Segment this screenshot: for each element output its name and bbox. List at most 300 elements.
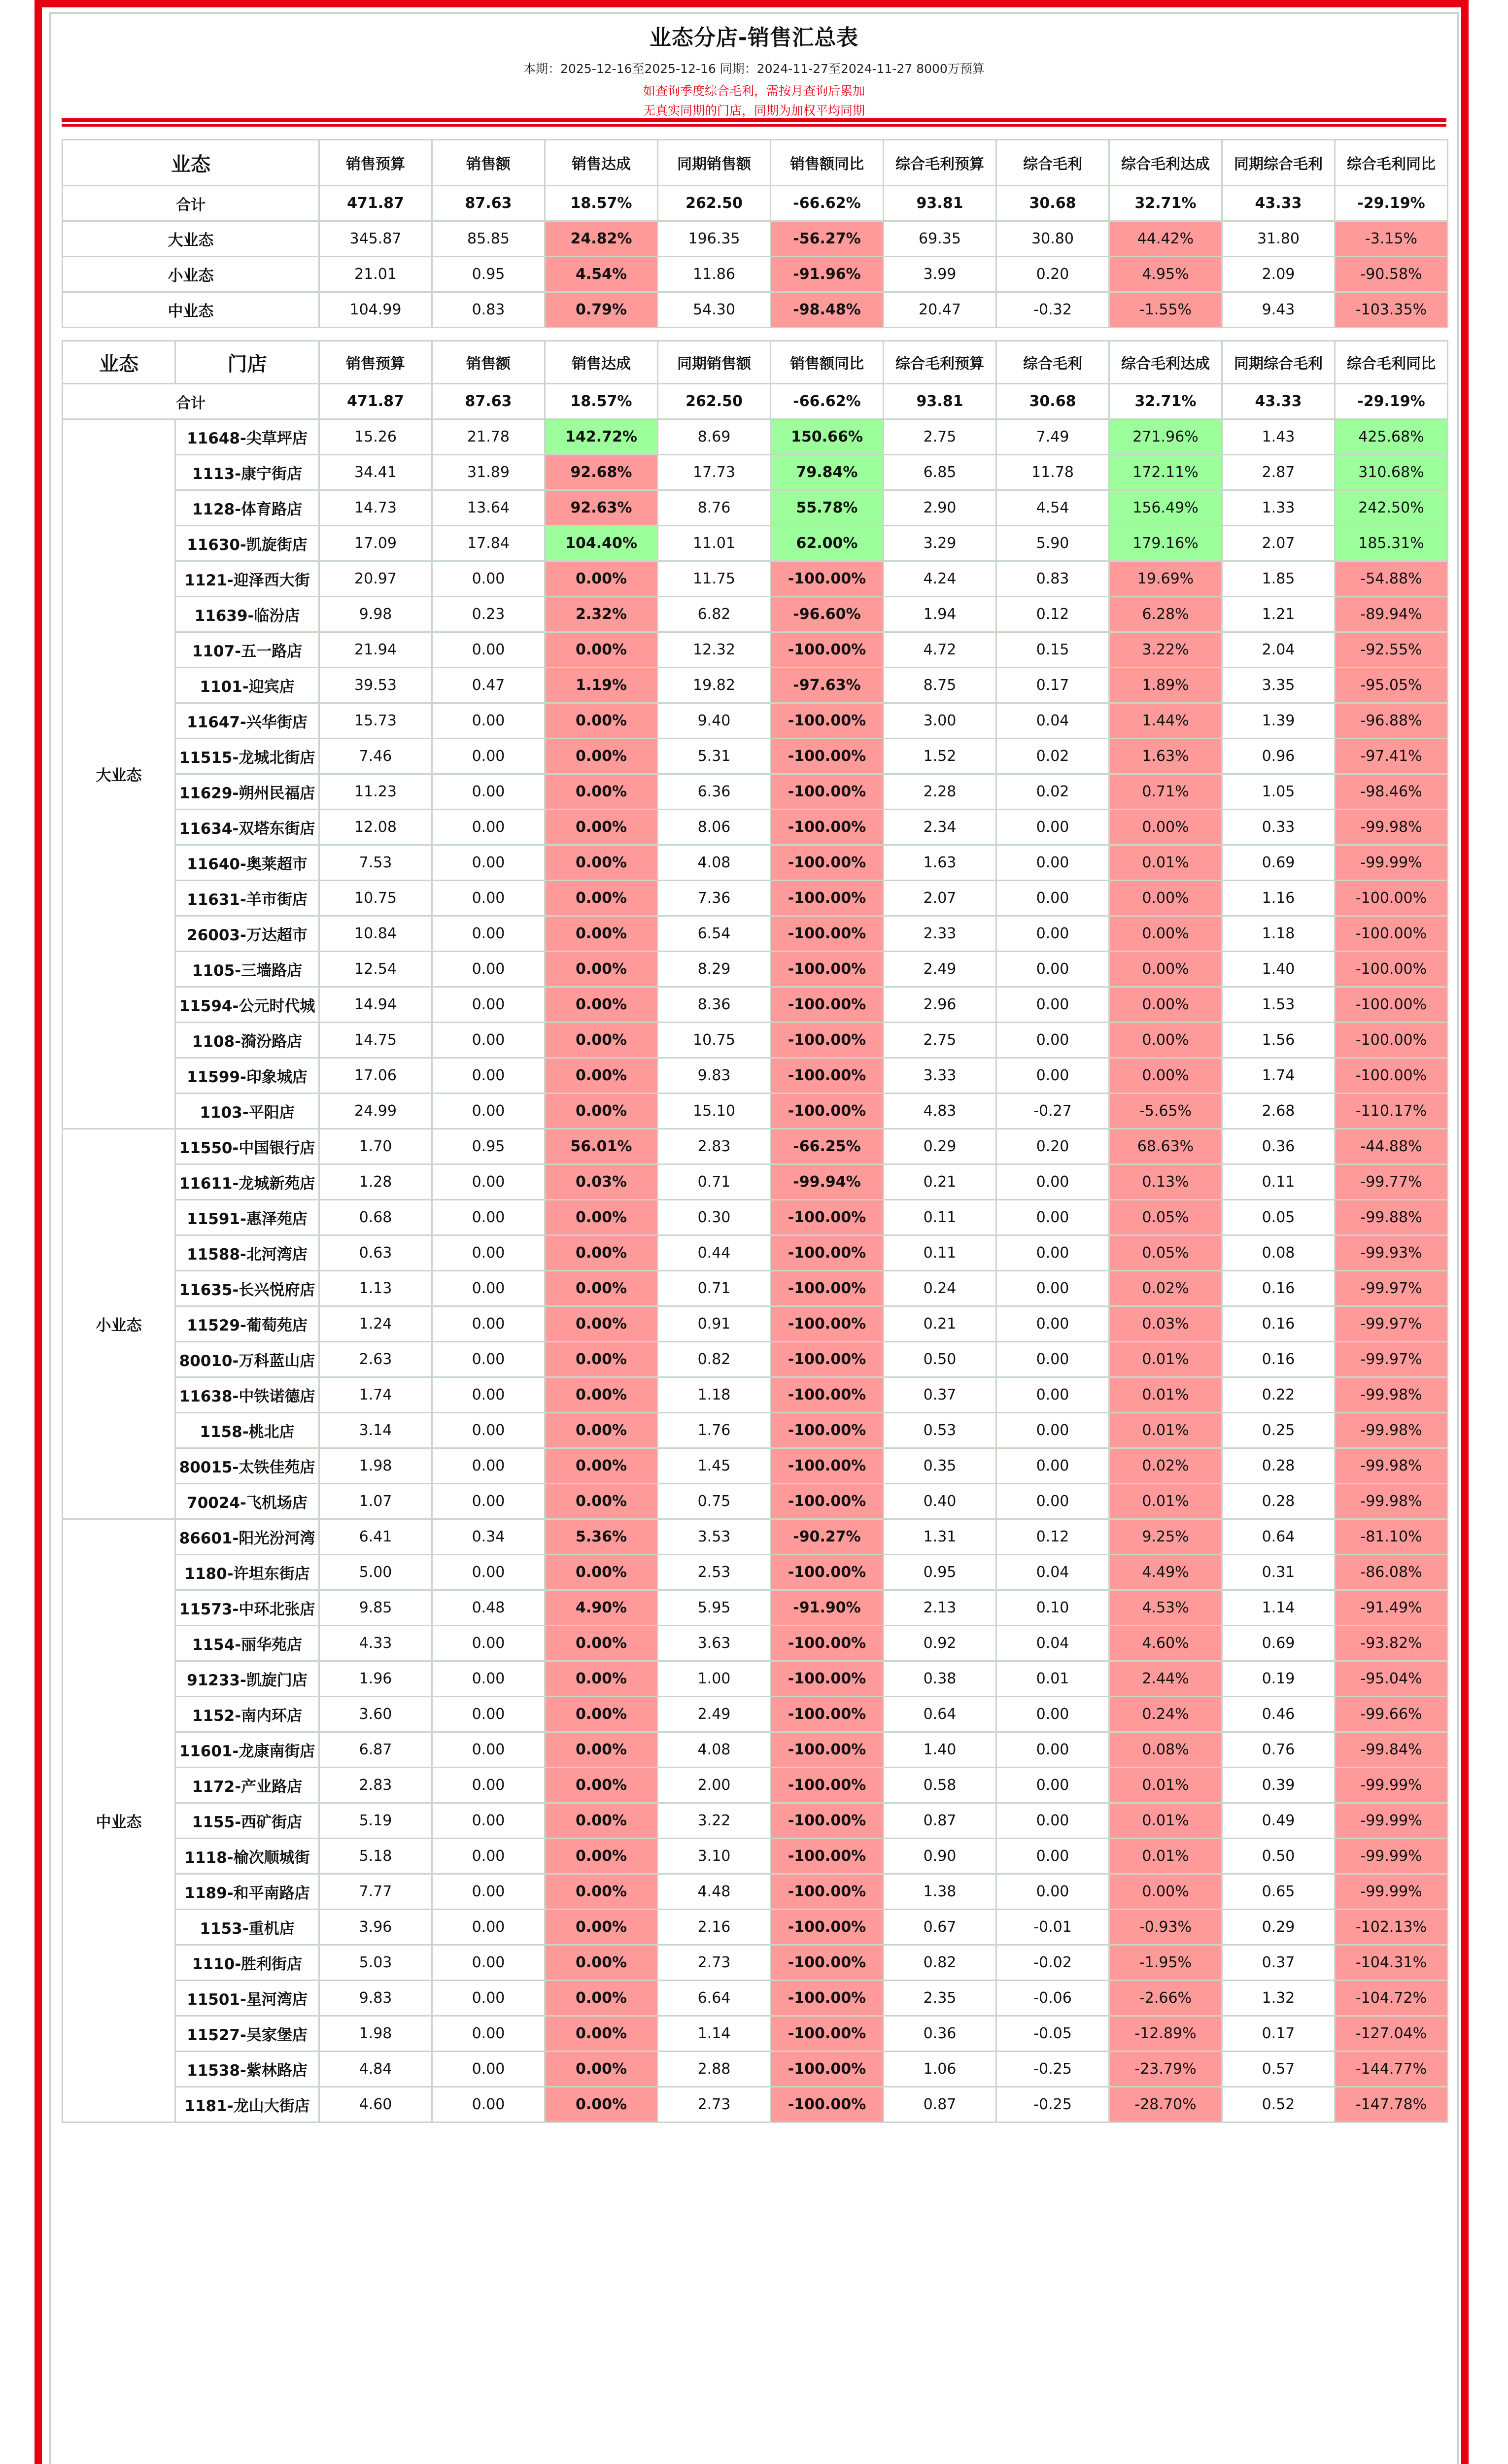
detail-cell: -100.00% (771, 2087, 884, 2122)
detail-cell: 0.00% (545, 1768, 658, 1803)
detail-cell: 1.05 (1222, 774, 1335, 810)
detail-cell: -100.00% (1335, 916, 1448, 952)
detail-cell: 0.95 (884, 1555, 996, 1590)
detail-cell: -100.00% (771, 1271, 884, 1306)
detail-row (63, 1945, 1448, 1981)
detail-cell: 0.00% (1109, 916, 1222, 952)
detail-cell: 5.00 (319, 1555, 432, 1590)
detail-cell: -0.01 (996, 1910, 1109, 1945)
header-divider (62, 118, 1446, 122)
detail-cell: 9.83 (319, 1981, 432, 2016)
detail-cell: 2.83 (319, 1768, 432, 1803)
detail-row (63, 1484, 1448, 1519)
detail-cell: -100.00% (771, 952, 884, 987)
detail-cell: 0.02 (996, 739, 1109, 774)
detail-row (63, 1697, 1448, 1732)
detail-cell: 0.47 (432, 668, 545, 703)
detail-cell: 0.37 (1222, 1945, 1335, 1981)
detail-cell: 0.13% (1109, 1164, 1222, 1200)
detail-store-name: 11629-朔州民福店 (175, 774, 319, 810)
summary-header-2: 销售额 (432, 140, 545, 186)
detail-cell: 0.00 (432, 1342, 545, 1377)
detail-cell: 1.76 (658, 1413, 771, 1448)
detail-cell: 92.68% (545, 455, 658, 490)
detail-cell: 11.01 (658, 526, 771, 561)
detail-cell: -96.88% (1335, 703, 1448, 739)
detail-header-2: 销售预算 (319, 341, 432, 384)
detail-cell: 1.14 (658, 2016, 771, 2052)
detail-cell: 9.85 (319, 1590, 432, 1626)
summary-cell: 0.20 (996, 257, 1109, 292)
detail-cell: 1.18 (658, 1377, 771, 1413)
detail-cell: 4.53% (1109, 1590, 1222, 1626)
detail-cell: 4.90% (545, 1590, 658, 1626)
detail-cell: 0.24% (1109, 1697, 1222, 1732)
detail-cell: -1.95% (1109, 1945, 1222, 1981)
detail-cell: 1.85 (1222, 561, 1335, 597)
detail-store-name: 1101-迎宾店 (175, 668, 319, 703)
detail-cell: 0.00 (432, 952, 545, 987)
summary-cell: 345.87 (319, 221, 432, 257)
detail-row (63, 703, 1448, 739)
detail-cell: 0.57 (1222, 2052, 1335, 2087)
detail-cell: 8.29 (658, 952, 771, 987)
detail-cell: 4.08 (658, 1732, 771, 1768)
detail-cell: 2.63 (319, 1342, 432, 1377)
detail-cell: 2.96 (884, 987, 996, 1023)
detail-cell: 0.23 (432, 597, 545, 632)
detail-cell: 0.00 (996, 1768, 1109, 1803)
summary-cell: 196.35 (658, 221, 771, 257)
summary-total-cell: 18.57% (545, 186, 658, 221)
detail-cell: 0.01% (1109, 1803, 1222, 1839)
detail-cell: 15.26 (319, 419, 432, 455)
detail-cell: 0.00% (545, 2087, 658, 2122)
detail-cell: 0.53 (884, 1413, 996, 1448)
detail-cell: -96.60% (771, 597, 884, 632)
detail-store-name: 11599-印象城店 (175, 1058, 319, 1094)
summary-total-cell: 471.87 (319, 186, 432, 221)
detail-cell: 7.49 (996, 419, 1109, 455)
detail-cell: 0.21 (884, 1164, 996, 1200)
detail-cell: 0.08% (1109, 1732, 1222, 1768)
detail-header-10: 同期综合毛利 (1222, 341, 1335, 384)
detail-cell: 8.76 (658, 490, 771, 526)
detail-cell: -100.00% (771, 1448, 884, 1484)
detail-store-name: 11515-龙城北街店 (175, 739, 319, 774)
detail-store-name: 1110-胜利街店 (175, 1945, 319, 1981)
detail-row (63, 1839, 1448, 1874)
detail-cell: 0.29 (884, 1129, 996, 1164)
detail-store-name: 1180-许坦东街店 (175, 1555, 319, 1590)
detail-cell: 0.20 (996, 1129, 1109, 1164)
detail-store-name: 11527-吴家堡店 (175, 2016, 319, 2052)
detail-cell: 6.82 (658, 597, 771, 632)
detail-cell: -99.88% (1335, 1200, 1448, 1235)
detail-cell: 0.71 (658, 1271, 771, 1306)
detail-cell: 0.00 (996, 1164, 1109, 1200)
detail-cell: 17.84 (432, 526, 545, 561)
detail-cell: 0.04 (996, 703, 1109, 739)
detail-cell: 0.00 (996, 952, 1109, 987)
detail-cell: 0.00 (432, 1448, 545, 1484)
summary-total-cell: 93.81 (884, 186, 996, 221)
summary-table (62, 139, 1448, 328)
detail-cell: 0.00% (545, 1839, 658, 1874)
detail-cell: -100.00% (771, 1697, 884, 1732)
detail-cell: -95.04% (1335, 1661, 1448, 1697)
detail-cell: 15.73 (319, 703, 432, 739)
detail-cell: 0.04 (996, 1555, 1109, 1590)
detail-cell: 31.89 (432, 455, 545, 490)
detail-cell: 4.72 (884, 632, 996, 668)
detail-cell: -99.77% (1335, 1164, 1448, 1200)
detail-cell: 1.16 (1222, 881, 1335, 916)
detail-cell: 0.00% (545, 987, 658, 1023)
detail-cell: 0.19 (1222, 1661, 1335, 1697)
detail-row (63, 1981, 1448, 2016)
detail-cell: 0.10 (996, 1590, 1109, 1626)
detail-cell: 0.00 (432, 1803, 545, 1839)
detail-cell: -90.27% (771, 1519, 884, 1555)
detail-cell: 0.00 (432, 2016, 545, 2052)
detail-cell: -100.00% (771, 1377, 884, 1413)
detail-cell: -100.00% (771, 1945, 884, 1981)
detail-store-name: 11640-奥莱超市 (175, 845, 319, 881)
detail-row (63, 1874, 1448, 1910)
detail-cell: 0.00% (545, 881, 658, 916)
detail-cell: -127.04% (1335, 2016, 1448, 2052)
detail-cell: 1.98 (319, 1448, 432, 1484)
detail-cell: 0.28 (1222, 1484, 1335, 1519)
detail-cell: 0.00 (432, 1945, 545, 1981)
detail-cell: 0.00% (1109, 987, 1222, 1023)
summary-total-label: 合计 (63, 186, 319, 221)
summary-total-cell: 43.33 (1222, 186, 1335, 221)
detail-store-name: 1108-漪汾路店 (175, 1023, 319, 1058)
detail-cell: 0.46 (1222, 1697, 1335, 1732)
detail-cell: 2.73 (658, 1945, 771, 1981)
detail-cell: 1.31 (884, 1519, 996, 1555)
summary-cell: 24.82% (545, 221, 658, 257)
detail-cell: 0.00 (432, 739, 545, 774)
detail-cell: 0.71% (1109, 774, 1222, 810)
detail-cell: 1.33 (1222, 490, 1335, 526)
detail-cell: -100.00% (771, 1306, 884, 1342)
summary-header-3: 销售达成 (545, 140, 658, 186)
detail-cell: 179.16% (1109, 526, 1222, 561)
detail-cell: 0.34 (432, 1519, 545, 1555)
detail-cell: 5.36% (545, 1519, 658, 1555)
detail-cell: -100.00% (1335, 952, 1448, 987)
detail-store-name: 11631-羊市街店 (175, 881, 319, 916)
detail-cell: 3.29 (884, 526, 996, 561)
detail-cell: 0.87 (884, 2087, 996, 2122)
detail-store-name: 11638-中铁诺德店 (175, 1377, 319, 1413)
detail-cell: 0.36 (884, 2016, 996, 2052)
detail-cell: 0.64 (1222, 1519, 1335, 1555)
detail-store-name: 1158-桃北店 (175, 1413, 319, 1448)
detail-cell: -99.99% (1335, 845, 1448, 881)
detail-cell: 4.54 (996, 490, 1109, 526)
detail-cell: -99.97% (1335, 1271, 1448, 1306)
detail-cell: 3.96 (319, 1910, 432, 1945)
detail-header-11: 综合毛利同比 (1335, 341, 1448, 384)
detail-cell: 0.24 (884, 1271, 996, 1306)
detail-cell: 14.75 (319, 1023, 432, 1058)
detail-cell: 0.00 (996, 1839, 1109, 1874)
summary-header-4: 同期销售额 (658, 140, 771, 186)
detail-cell: -100.00% (771, 1874, 884, 1910)
detail-cell: 2.90 (884, 490, 996, 526)
detail-cell: 0.00 (432, 2087, 545, 2122)
detail-store-name: 11635-长兴悦府店 (175, 1271, 319, 1306)
detail-cell: 0.00% (545, 1235, 658, 1271)
detail-store-name: 1118-榆次顺城街 (175, 1839, 319, 1874)
detail-store-name: 11573-中环北张店 (175, 1590, 319, 1626)
detail-cell: 3.60 (319, 1697, 432, 1732)
detail-cell: -0.05 (996, 2016, 1109, 2052)
detail-row (63, 1023, 1448, 1058)
summary-cell: 4.54% (545, 257, 658, 292)
detail-cell: 0.00 (432, 881, 545, 916)
detail-cell: -102.13% (1335, 1910, 1448, 1945)
detail-cell: 0.00% (545, 561, 658, 597)
detail-cell: 0.00 (432, 987, 545, 1023)
detail-cell: 1.56 (1222, 1023, 1335, 1058)
detail-cell: 17.09 (319, 526, 432, 561)
detail-cell: 1.63 (884, 845, 996, 881)
detail-cell: 0.00% (545, 1555, 658, 1590)
detail-cell: 0.00 (996, 810, 1109, 845)
detail-cell: 0.00 (432, 845, 545, 881)
detail-cell: 0.01% (1109, 1484, 1222, 1519)
detail-row (63, 1413, 1448, 1448)
detail-cell: 10.84 (319, 916, 432, 952)
detail-header-7: 综合毛利预算 (884, 341, 996, 384)
detail-row (63, 845, 1448, 881)
detail-cell: -28.70% (1109, 2087, 1222, 2122)
detail-cell: -100.00% (771, 881, 884, 916)
detail-cell: 1.18 (1222, 916, 1335, 952)
detail-cell: 0.87 (884, 1803, 996, 1839)
detail-cell: -99.84% (1335, 1732, 1448, 1768)
detail-cell: 1.45 (658, 1448, 771, 1484)
detail-store-name: 11594-公元时代城 (175, 987, 319, 1023)
detail-cell: -100.00% (771, 810, 884, 845)
detail-cell: 3.00 (884, 703, 996, 739)
detail-cell: 21.94 (319, 632, 432, 668)
detail-cell: 9.25% (1109, 1519, 1222, 1555)
report-period: 本期：2025-12-16至2025-12-16 同期：2024-11-27至2024-11-27 8000万预算 (523, 62, 985, 76)
detail-cell: 0.00 (432, 1200, 545, 1235)
detail-cell: 2.75 (884, 419, 996, 455)
summary-cell: 0.83 (432, 292, 545, 328)
detail-row (63, 1555, 1448, 1590)
detail-cell: -98.46% (1335, 774, 1448, 810)
detail-cell: 0.58 (884, 1768, 996, 1803)
detail-total-cell: 43.33 (1222, 384, 1335, 419)
detail-cell: -100.00% (771, 916, 884, 952)
detail-cell: 1.24 (319, 1306, 432, 1342)
detail-row (63, 1803, 1448, 1839)
detail-cell: 0.00 (432, 1555, 545, 1590)
detail-cell: -93.82% (1335, 1626, 1448, 1661)
detail-cell: 4.48 (658, 1874, 771, 1910)
detail-cell: 0.00 (432, 916, 545, 952)
detail-cell: 0.00 (996, 1306, 1109, 1342)
detail-cell: 0.00% (545, 774, 658, 810)
summary-row (63, 221, 1448, 257)
detail-cell: 0.30 (658, 1200, 771, 1235)
detail-cell: -99.98% (1335, 810, 1448, 845)
detail-cell: 0.00% (545, 1981, 658, 2016)
detail-cell: 0.96 (1222, 739, 1335, 774)
detail-cell: 0.00% (1109, 1058, 1222, 1094)
detail-cell: 2.07 (884, 881, 996, 916)
detail-store-name: 1189-和平南路店 (175, 1874, 319, 1910)
detail-cell: 3.10 (658, 1839, 771, 1874)
detail-cell: 0.00 (432, 1626, 545, 1661)
summary-cell: 30.80 (996, 221, 1109, 257)
detail-category-label: 中业态 (63, 1519, 175, 2122)
detail-cell: 19.82 (658, 668, 771, 703)
summary-category-label: 小业态 (63, 257, 319, 292)
detail-cell: 55.78% (771, 490, 884, 526)
detail-cell: 2.32% (545, 597, 658, 632)
summary-cell: 69.35 (884, 221, 996, 257)
detail-cell: 3.14 (319, 1413, 432, 1448)
detail-cell: 0.15 (996, 632, 1109, 668)
detail-cell: 1.43 (1222, 419, 1335, 455)
detail-header-5: 同期销售额 (658, 341, 771, 384)
summary-category-label: 中业态 (63, 292, 319, 328)
detail-cell: 0.33 (1222, 810, 1335, 845)
detail-cell: 0.00 (996, 1023, 1109, 1058)
detail-cell: 0.16 (1222, 1271, 1335, 1306)
detail-cell: -104.31% (1335, 1945, 1448, 1981)
detail-cell: -100.00% (1335, 1023, 1448, 1058)
detail-cell: 0.22 (1222, 1377, 1335, 1413)
detail-cell: 0.64 (884, 1697, 996, 1732)
detail-store-name: 11529-葡萄苑店 (175, 1306, 319, 1342)
summary-cell: -56.27% (771, 221, 884, 257)
detail-cell: 4.83 (884, 1094, 996, 1129)
detail-cell: 0.28 (1222, 1448, 1335, 1484)
detail-cell: 1.52 (884, 739, 996, 774)
detail-cell: 2.49 (658, 1697, 771, 1732)
detail-cell: -100.00% (771, 774, 884, 810)
detail-cell: 0.71 (658, 1164, 771, 1200)
detail-cell: 0.00 (996, 1271, 1109, 1306)
detail-cell: -100.00% (1335, 987, 1448, 1023)
detail-row (63, 774, 1448, 810)
detail-cell: -91.49% (1335, 1590, 1448, 1626)
detail-cell: 2.13 (884, 1590, 996, 1626)
detail-store-name: 86601-阳光汾河湾 (175, 1519, 319, 1555)
summary-cell: 104.99 (319, 292, 432, 328)
detail-cell: -0.06 (996, 1981, 1109, 2016)
detail-cell: 1.07 (319, 1484, 432, 1519)
detail-total-cell: 93.81 (884, 384, 996, 419)
summary-cell: 0.79% (545, 292, 658, 328)
detail-cell: 1.53 (1222, 987, 1335, 1023)
detail-row (63, 1768, 1448, 1803)
detail-cell: 104.40% (545, 526, 658, 561)
detail-cell: 0.00 (432, 1094, 545, 1129)
detail-row (63, 739, 1448, 774)
detail-cell: -5.65% (1109, 1094, 1222, 1129)
detail-cell: -100.00% (771, 703, 884, 739)
detail-cell: 0.08 (1222, 1235, 1335, 1271)
detail-cell: 1.00 (658, 1661, 771, 1697)
detail-store-name: 11639-临汾店 (175, 597, 319, 632)
detail-cell: 13.64 (432, 490, 545, 526)
detail-cell: 6.54 (658, 916, 771, 952)
detail-cell: 11.78 (996, 455, 1109, 490)
detail-cell: 0.02 (996, 774, 1109, 810)
detail-row (63, 490, 1448, 526)
detail-cell: 2.28 (884, 774, 996, 810)
detail-row (63, 1732, 1448, 1768)
detail-store-name: 1172-产业路店 (175, 1768, 319, 1803)
detail-cell: 1.06 (884, 2052, 996, 2087)
detail-row (63, 1448, 1448, 1484)
summary-header-1: 销售预算 (319, 140, 432, 186)
detail-cell: 6.36 (658, 774, 771, 810)
detail-cell: 0.63 (319, 1235, 432, 1271)
detail-cell: 0.00 (432, 1484, 545, 1519)
detail-cell: 0.00% (545, 1306, 658, 1342)
detail-cell: 6.28% (1109, 597, 1222, 632)
detail-cell: 0.00% (545, 739, 658, 774)
detail-cell: 0.01% (1109, 1342, 1222, 1377)
summary-header-10: 综合毛利同比 (1335, 140, 1448, 186)
detail-row (63, 2016, 1448, 2052)
detail-cell: 0.00 (996, 1484, 1109, 1519)
detail-row (63, 1129, 1448, 1164)
detail-store-name: 80015-太铁佳苑店 (175, 1448, 319, 1484)
detail-cell: -144.77% (1335, 2052, 1448, 2087)
detail-cell: 0.11 (1222, 1164, 1335, 1200)
detail-cell: 0.48 (432, 1590, 545, 1626)
detail-cell: -100.00% (771, 2016, 884, 2052)
detail-cell: 0.00 (432, 2052, 545, 2087)
detail-cell: 0.02% (1109, 1271, 1222, 1306)
summary-header-9: 同期综合毛利 (1222, 140, 1335, 186)
detail-cell: 21.78 (432, 419, 545, 455)
detail-cell: 0.11 (884, 1235, 996, 1271)
detail-cell: 0.76 (1222, 1732, 1335, 1768)
detail-cell: 0.82 (884, 1945, 996, 1981)
detail-cell: 0.00 (996, 1732, 1109, 1768)
detail-cell: 310.68% (1335, 455, 1448, 490)
summary-cell: 54.30 (658, 292, 771, 328)
summary-cell: 44.42% (1109, 221, 1222, 257)
detail-cell: 0.21 (884, 1306, 996, 1342)
detail-cell: 0.31 (1222, 1555, 1335, 1590)
detail-cell: 0.29 (1222, 1910, 1335, 1945)
detail-store-name: 11634-双塔东街店 (175, 810, 319, 845)
detail-cell: -12.89% (1109, 2016, 1222, 2052)
detail-store-name: 1153-重机店 (175, 1910, 319, 1945)
detail-cell: 17.06 (319, 1058, 432, 1094)
detail-row (63, 668, 1448, 703)
detail-cell: 7.53 (319, 845, 432, 881)
detail-cell: 12.08 (319, 810, 432, 845)
detail-cell: 0.00% (545, 1626, 658, 1661)
detail-store-name: 1154-丽华苑店 (175, 1626, 319, 1661)
